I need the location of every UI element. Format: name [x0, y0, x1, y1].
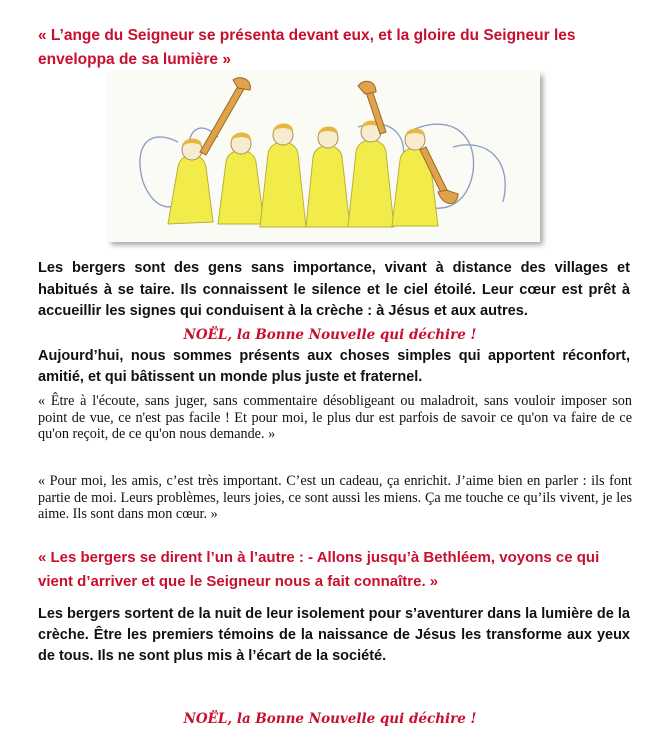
testimony-friends: « Pour moi, les amis, c’est très important. C’est un cadeau, ça enrichit. J’aime bien en parler : ils font partie de moi. Leurs problèmes, leurs joies, ce sont aussi les miens. Ça me touche ce qu’ils vivent, je les aime. Ils sont dans mon cœur. » [38, 473, 632, 522]
paragraph-today: Aujourd’hui, nous sommes présents aux choses simples qui apportent réconfort, amitié, et qui bâtissent un monde plus juste et fraternel. [38, 348, 630, 385]
slogan: NOËL, la Bonne Nouvelle qui déchire ! [183, 327, 477, 343]
quote-bethlehem: « Les bergers se dirent l’un à l’autre : - Allons jusqu’à Bethléem, voyons ce qui vient d’arriver et que le Seigneur nous a fait connaître. » [38, 549, 600, 590]
slogan-bottom: NOËL, la Bonne Nouvelle qui déchire ! [183, 711, 477, 727]
testimony-listening: « Être à l'écoute, sans juger, sans commentaire désobligeant ou maladroit, sans vouloir imposer son point de vue, ce n'est pas facile ! Et pour moi, le plus dur est parfois de savoir ce qu'on va faire de ce qu'on reçoit, de ce qu'on nous demande. » [38, 393, 632, 442]
angels-with-trumpets-icon [108, 72, 540, 242]
paragraph-leave-night: Les bergers sortent de la nuit de leur isolement pour s’aventurer dans la lumière de la crèche. Être les premiers témoins de la naissance de Jésus les transforme aux yeux de tous. Ils ne sont plus mis à l’écart de la société. [38, 606, 630, 664]
paragraph-shepherds: Les bergers sont des gens sans importance, vivant à distance des villages et habitués à se taire. Ils connaissent le silence et le ciel étoilé. Leur cœur est prêt à accueillir les signes qui conduisent à la crèche : à Jésus et aux autres. [38, 260, 630, 319]
quote-angel: « L’ange du Seigneur se présenta devant eux, et la gloire du Seigneur les enveloppa de sa lumière » [38, 26, 576, 68]
angels-illustration [108, 72, 540, 242]
